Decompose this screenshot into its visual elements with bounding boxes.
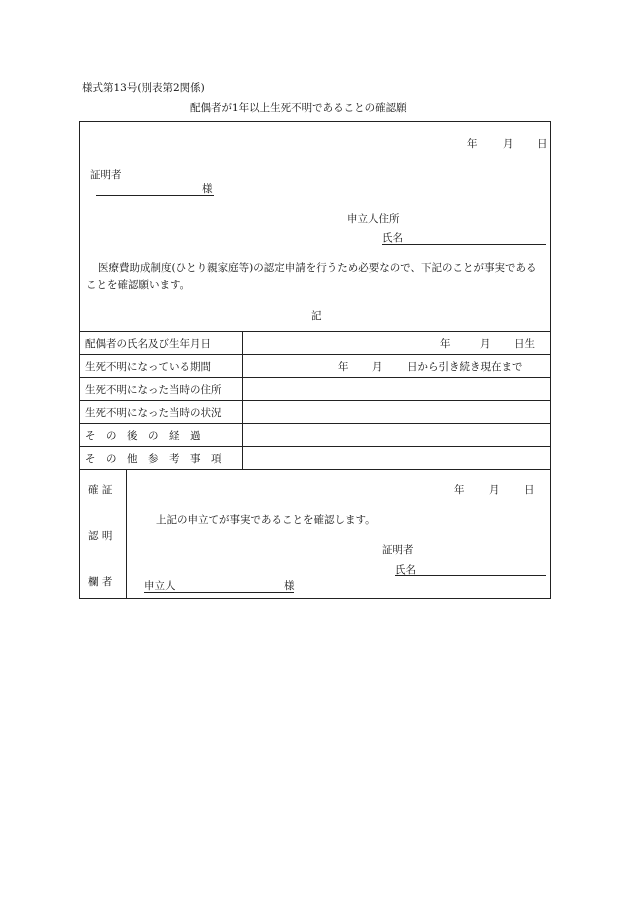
certification-applicant-label: 申立人 — [144, 580, 176, 592]
certification-applicant-line — [144, 592, 294, 593]
table-row-label: そ の 後 の 経 過 — [85, 430, 201, 442]
certifier-addressee-label: 証明者 — [90, 169, 122, 181]
certification-date-day: 日 — [524, 484, 535, 496]
table-row-label: 生死不明になった当時の住所 — [85, 384, 222, 396]
table-column-divider — [242, 331, 243, 469]
certification-certifier-label: 証明者 — [382, 544, 414, 556]
missing-period-month: 月 — [372, 361, 383, 373]
spouse-birth-day: 日生 — [514, 338, 535, 350]
spouse-birth-year: 年 — [440, 338, 451, 350]
certification-column-divider — [126, 469, 127, 599]
certification-name-label: 氏名 — [395, 564, 416, 576]
certification-date-year: 年 — [454, 484, 465, 496]
table-row-label: そ の 他 参 考 事 項 — [85, 453, 222, 465]
table-row-line — [80, 446, 550, 447]
missing-period-rest: 日から引き続き現在まで — [407, 361, 523, 373]
table-row-label: 配偶者の氏名及び生年月日 — [85, 338, 211, 350]
certification-side-label: 認 明 — [88, 530, 113, 542]
applicant-name-line — [382, 244, 546, 245]
applicant-name-label: 氏名 — [382, 232, 403, 244]
certification-name-line — [395, 575, 546, 576]
applicant-address-label: 申立人住所 — [347, 213, 400, 225]
certifier-addressee-line — [96, 195, 214, 196]
request-date-year: 年 — [467, 138, 478, 150]
missing-period-year: 年 — [338, 361, 349, 373]
certification-date-month: 月 — [489, 484, 500, 496]
request-body-text: 医療費助成制度(ひとり親家庭等)の認定申請を行うため必要なので、下記のことが事実であることを確認願います。 — [86, 262, 537, 291]
request-date-month: 月 — [503, 138, 514, 150]
certification-statement: 上記の申立てが事実であることを確認します。 — [156, 514, 376, 526]
table-bottom-line — [80, 469, 550, 470]
form-number: 様式第13号(別表第2関係) — [82, 82, 205, 94]
request-date-day: 日 — [537, 138, 548, 150]
certification-side-label: 確 証 — [88, 484, 113, 496]
table-row-line — [80, 354, 550, 355]
certifier-addressee-honorific: 様 — [202, 183, 213, 195]
form-frame — [79, 121, 551, 599]
table-top-line — [80, 331, 550, 332]
certification-applicant-honorific: 様 — [284, 580, 295, 592]
table-row-line — [80, 423, 550, 424]
certification-side-label: 欄 者 — [88, 576, 113, 588]
document-title: 配偶者が1年以上生死不明であることの確認願 — [190, 102, 407, 114]
ki-heading: 記 — [311, 310, 322, 322]
table-row-line — [80, 377, 550, 378]
table-row-label: 生死不明になった当時の状況 — [85, 407, 222, 419]
spouse-birth-month: 月 — [480, 338, 491, 350]
table-row-label: 生死不明になっている期間 — [85, 361, 211, 373]
table-row-line — [80, 400, 550, 401]
